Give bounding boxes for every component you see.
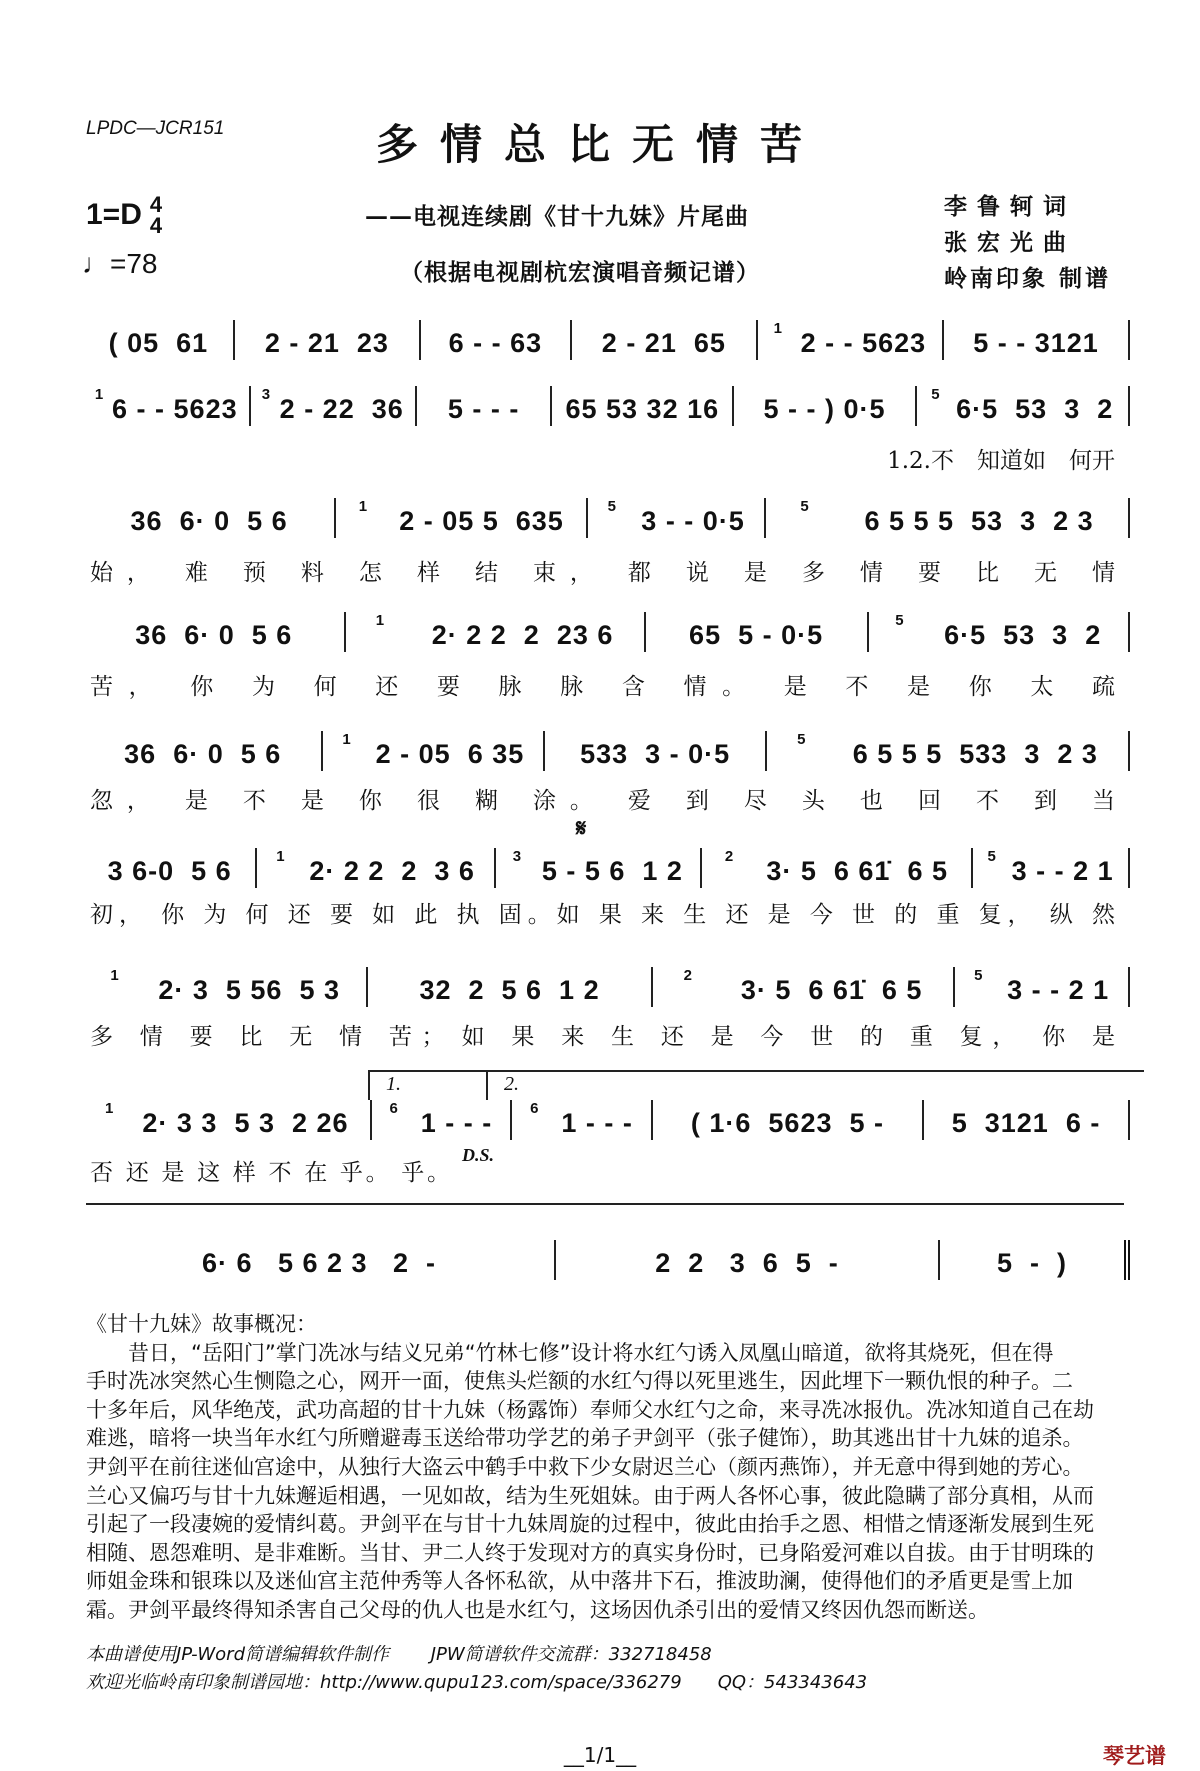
measure-notes: 32 2 5 6 1 2 xyxy=(419,975,600,1005)
tempo-value: =78 xyxy=(110,248,158,279)
measure xyxy=(944,320,1130,360)
grace-note: 5 xyxy=(987,848,997,865)
measure xyxy=(588,498,766,538)
page-number: __1/1__ xyxy=(563,1743,637,1767)
time-top: 4 xyxy=(149,192,163,217)
measure xyxy=(973,848,1130,888)
story-line: 昔日，“岳阳门”掌门冼冰与结义兄弟“竹林七修”设计将水红勺诱入凤凰山暗道，欲将其烧死，但在得 xyxy=(86,1340,1054,1365)
story-line: 霜。尹剑平最终得知杀害自己父母的仇人也是水红勺，这场因仇杀引出的爱情又终因仇怨而断送。 xyxy=(86,1597,989,1622)
measure-notes: 1 - - - xyxy=(420,1108,493,1138)
grace-note: 5 xyxy=(974,967,984,984)
lyric-line: 忽， 是 不 是 你 很 糊 涂。 爱 到 尽 头 也 回 不 到 当 xyxy=(90,788,1115,814)
measure xyxy=(940,1240,1130,1280)
grace-note: 1 xyxy=(375,612,386,629)
grace-note: 3 xyxy=(512,848,523,865)
time-bottom: 4 xyxy=(149,213,163,238)
measure-notes: 6·5 53 3 2 xyxy=(944,620,1102,650)
measure xyxy=(84,386,251,426)
dal-segno-mark: D.S. xyxy=(462,1145,495,1165)
grace-note: 1 xyxy=(773,320,783,337)
lyric-line: 始， 难 预 料 怎 样 结 束， 都 说 是 多 情 要 比 无 情 xyxy=(90,560,1115,586)
measure-notes: 6·5 53 3 2 xyxy=(956,394,1114,424)
measure-notes: 3 - - 2 1 xyxy=(1011,856,1114,886)
score-row xyxy=(84,1240,1130,1280)
key-signature xyxy=(86,194,162,236)
measure-notes: 2 2 3 6 5 - xyxy=(655,1248,839,1278)
measure xyxy=(924,1100,1130,1140)
measure xyxy=(417,386,552,426)
measure-notes: 5 - - - xyxy=(447,394,520,424)
measure xyxy=(758,320,944,360)
measure-notes: 5 - - 3121 xyxy=(973,328,1099,358)
lyric-line: 多 情 要 比 无 情 苦； 如 果 来 生 还 是 今 世 的 重 复， 你 是 xyxy=(90,1024,1115,1050)
grace-note: 5 xyxy=(931,386,941,403)
measure-notes: ( 1·6 5623 5 - xyxy=(690,1108,884,1138)
grace-note: 1 xyxy=(276,848,286,865)
measure xyxy=(257,848,496,888)
measure-notes: 533 3 - 0·5 xyxy=(580,739,731,769)
measure xyxy=(496,848,702,888)
score-row xyxy=(84,320,1130,360)
measure-notes: 3 6-0 5 6 xyxy=(107,856,232,886)
measure xyxy=(84,1240,556,1280)
lyric-line: 否 还 是 这 样 不 在 乎。 乎。 xyxy=(90,1160,450,1186)
volta-second-ending: 2. xyxy=(486,1070,1144,1100)
measure-notes: 65 5 - 0·5 xyxy=(689,620,824,650)
measure-notes: 5 - 5 6 1 2 xyxy=(541,856,683,886)
grace-note: 6 xyxy=(530,1100,540,1117)
volta-first-ending: 1. xyxy=(368,1070,496,1100)
story-line: 尹剑平在前往迷仙宫途中，从独行大盗云中鹤手中救下少女尉迟兰心（颜丙燕饰），并无意中得到她的芳心。 xyxy=(86,1454,1084,1479)
measure xyxy=(251,386,418,426)
grace-note: 5 xyxy=(800,498,810,515)
measure xyxy=(646,612,869,652)
grace-note: 1 xyxy=(342,731,352,748)
footer-website-note: 欢迎光临岭南印象制谱园地：http://www.qupu123.com/space/336279 QQ：543343643 xyxy=(86,1672,868,1693)
measure-notes: 2 - - 5623 xyxy=(800,328,927,358)
story-line: 引起了一段凄婉的爱情纠葛。尹剑平在与甘十九妹周旋的过程中，彼此由抬手之恩、相惜之情逐渐发展到生死 xyxy=(86,1512,1094,1537)
measure xyxy=(84,967,368,1007)
lyric-line: 苦， 你 为 何 还 要 脉 脉 含 情。 是 不 是 你 太 疏 xyxy=(90,674,1115,700)
measure-notes: 6 5 5 5 53 3 2 3 xyxy=(864,506,1094,536)
measure xyxy=(368,967,652,1007)
grace-note: 1 xyxy=(110,967,120,984)
score-row xyxy=(84,848,1130,888)
measure xyxy=(421,320,572,360)
measure xyxy=(84,320,235,360)
composer: 张宏光曲 xyxy=(944,229,1076,256)
measure xyxy=(653,1100,924,1140)
score-row xyxy=(84,731,1130,771)
measure xyxy=(84,1100,372,1140)
measure-notes: 2 - 21 65 xyxy=(601,328,726,358)
measure xyxy=(84,612,346,652)
measure-notes: 2 - 22 36 xyxy=(279,394,404,424)
measure xyxy=(955,967,1130,1007)
measure xyxy=(336,498,588,538)
measure-notes: 2· 2 2 2 23 6 xyxy=(431,620,614,650)
grace-note: 2 xyxy=(724,848,735,865)
score-row xyxy=(84,498,1130,538)
time-signature xyxy=(150,194,162,236)
measure-notes: 3 - - 2 1 xyxy=(1007,975,1110,1005)
measure-notes: 3· 5 6 61̇ 6 5 xyxy=(740,975,923,1005)
measure-notes: 5 - ) xyxy=(996,1248,1067,1278)
measure-notes: 36 6· 0 5 6 xyxy=(124,739,282,769)
measure xyxy=(545,731,767,771)
measure xyxy=(84,731,323,771)
measure-notes: 6 5 5 5 533 3 2 3 xyxy=(852,739,1098,769)
segno-icon: 𝄋 xyxy=(576,813,587,842)
measure xyxy=(372,1100,513,1140)
story-heading: 《甘十九妹》故事概况： xyxy=(86,1312,317,1336)
measure xyxy=(84,848,257,888)
story-summary xyxy=(86,1310,1166,1625)
measure xyxy=(766,498,1130,538)
quarter-note-icon: ♩ xyxy=(82,248,110,279)
story-line: 相随、恩怨难明、是非难断。当甘、尹二人终于发现对方的真实身份时，已身陷爱河难以自拔。由于甘明珠的 xyxy=(86,1540,1094,1565)
system-bracket-line xyxy=(86,1203,1124,1205)
tempo-mark xyxy=(82,248,158,280)
measure xyxy=(869,612,1131,652)
measure xyxy=(767,731,1130,771)
measure xyxy=(235,320,421,360)
key: 1=D xyxy=(86,198,142,231)
arranger: 岭南印象 制谱 xyxy=(944,265,1112,292)
measure-notes: 6 - - 5623 xyxy=(112,394,238,424)
score-row xyxy=(84,967,1130,1007)
story-line: 兰心又偏巧与甘十九妹邂逅相遇，一见如故，结为生死姐妹。由于两人各怀心事，彼此隐瞒了部分真相，从而 xyxy=(86,1483,1094,1508)
measure-notes: 5 3121 6 - xyxy=(951,1108,1101,1138)
measure-notes: 2· 3 5 56 5 3 xyxy=(158,975,340,1005)
grace-note: 5 xyxy=(895,612,905,629)
score-code: LPDC—JCR151 xyxy=(86,118,225,139)
subtitle: ——电视连续剧《甘十九妹》片尾曲 xyxy=(365,203,749,230)
measure-notes: 2· 2 2 2 3 6 xyxy=(309,856,475,886)
lyric-line: 1.2.不 知道如 何开 xyxy=(887,448,1115,474)
song-title: 多情总比无情苦 xyxy=(375,120,824,169)
grace-note: 2 xyxy=(683,967,693,984)
measure-notes: 2· 3 3 5 3 2 26 xyxy=(142,1108,349,1138)
story-line: 手时冼冰突然心生恻隐之心，网开一面，使焦头烂额的水红勺得以死里逃生，因此埋下一颗仇恨的种子。二 xyxy=(86,1369,1073,1394)
lyric-line: 初， 你 为 何 还 要 如 此 执 固。如 果 来 生 还 是 今 世 的 重 复， 纵 然 xyxy=(90,902,1115,928)
measure-notes: 36 6· 0 5 6 xyxy=(135,620,293,650)
measure xyxy=(556,1240,940,1280)
grace-note: 1 xyxy=(105,1100,115,1117)
measure-notes: 2 - 21 23 xyxy=(264,328,389,358)
lyricist: 李鲁轲词 xyxy=(944,193,1076,220)
measure xyxy=(917,386,1130,426)
score-row xyxy=(84,386,1130,426)
score-row xyxy=(84,612,1130,652)
score-row xyxy=(84,1100,1130,1140)
measure xyxy=(84,498,336,538)
measure xyxy=(512,1100,653,1140)
grace-note: 6 xyxy=(389,1100,399,1117)
measure-notes: 6· 6 5 6 2 3 2 - xyxy=(201,1248,437,1278)
story-line: 难逃，暗将一块当年水红勺所赠避毒玉送给带功学艺的弟子尹剑平（张子健饰），助其逃出甘十九妹的追杀。 xyxy=(86,1426,1084,1451)
story-line: 十多年后，风华绝茂，武功高超的甘十九妹（杨露饰）奉师父水红勺之命，来寻冼冰报仇。冼冰知道自己在劫 xyxy=(86,1397,1094,1422)
source-note: （根据电视剧杭宏演唱音频记谱） xyxy=(400,259,760,286)
measure-notes: 2 - 05 6 35 xyxy=(375,739,525,769)
grace-note: 1 xyxy=(94,386,105,403)
measure-notes: 6 - - 63 xyxy=(448,328,543,358)
measure xyxy=(323,731,545,771)
measure xyxy=(572,320,758,360)
measure xyxy=(653,967,956,1007)
grace-note: 5 xyxy=(797,731,807,748)
measure-notes: 2 - 05 5 635 xyxy=(399,506,564,536)
measure-notes: 3 - - 0·5 xyxy=(641,506,745,536)
grace-note: 5 xyxy=(607,498,617,515)
measure xyxy=(552,386,734,426)
measure-notes: 3· 5 6 61̇ 6 5 xyxy=(766,856,948,886)
measure xyxy=(734,386,916,426)
measure xyxy=(346,612,646,652)
measure-notes: 1 - - - xyxy=(561,1108,633,1138)
footer-software-note: 本曲谱使用JP-Word简谱编辑软件制作 JPW简谱软件交流群：332718458 xyxy=(86,1644,712,1665)
story-line: 师姐金珠和银珠以及迷仙宫主范仲秀等人各怀私欲，从中落井下石，推波助澜，使得他们的矛盾更是雪上加 xyxy=(86,1569,1073,1594)
measure-notes: 36 6· 0 5 6 xyxy=(130,506,288,536)
grace-note: 1 xyxy=(358,498,369,515)
measure-notes: ( 05 61 xyxy=(108,328,209,358)
measure-notes: 5 - - ) 0·5 xyxy=(763,394,886,424)
measure-notes: 65 53 32 16 xyxy=(565,394,720,424)
grace-note: 3 xyxy=(261,386,272,403)
qinyipu-logo: 琴艺谱 xyxy=(1103,1744,1166,1768)
measure xyxy=(702,848,973,888)
